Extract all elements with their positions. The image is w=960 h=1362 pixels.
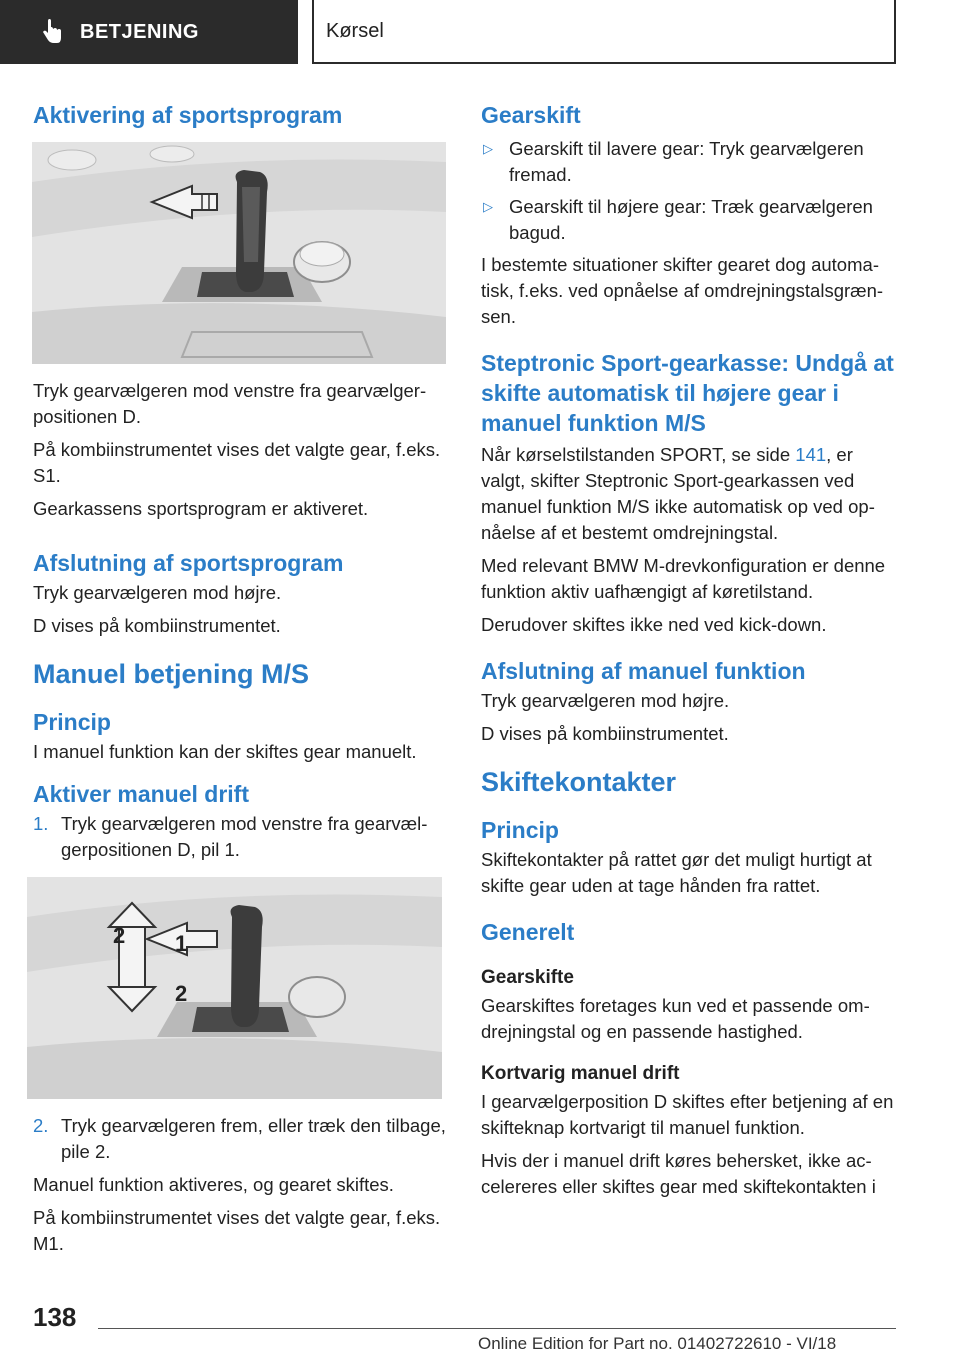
heading-shift-paddles: Skiftekontakter [481, 767, 677, 797]
paragraph: I gearvælgerposition D skiftes efter betjening af en skifteknap kortvarigt til manuel funktion. [481, 1091, 894, 1138]
gear-selector-illustration [32, 142, 446, 364]
left-column [33, 100, 453, 1264]
heading-general: Generelt [481, 919, 575, 945]
paragraph: Hvis der i manuel drift køres behersket, ikke accelereres eller skiftes gear med skiftekontakten i [481, 1150, 876, 1197]
section-tab [0, 0, 298, 64]
step-number: 2. [33, 1115, 49, 1136]
list-item [481, 136, 901, 188]
paragraph: Skiftekontakter på rattet gør det muligt hurtigt at skifte gear uden at tage hånden fra rattet. [481, 849, 872, 896]
heading-end-sport: Afslutning af sportsprogram [33, 550, 344, 576]
triangle-bullet-icon: ▷ [483, 141, 493, 156]
paragraph: Tryk gearvælgeren mod højre. [33, 582, 282, 603]
list-item [33, 811, 453, 863]
arrow-label-2: 2 [113, 923, 126, 948]
heading-end-manual: Afslutning af manuel funktion [481, 658, 806, 684]
paragraph: På kombiinstrumentet vises det valgte gear, f.eks. M1. [33, 1207, 441, 1254]
heading-principle: Princip [33, 709, 111, 735]
heading-activate-manual: Aktiver manuel drift [33, 781, 249, 807]
paragraph: Med relevant BMW M-drevkonfiguration er denne funktion aktiv uafhængigt af køretilstand. [481, 555, 886, 602]
heading-gearshift: Gearskift [481, 102, 581, 128]
section-title: BETJENING [80, 20, 199, 43]
right-column [481, 100, 901, 1207]
heading-principle: Princip [481, 817, 559, 843]
gear-selector-figure-2 [27, 877, 442, 1099]
paragraph: Manuel funktion aktiveres, og gearet skiftes. [33, 1174, 394, 1195]
paragraph [481, 442, 901, 546]
paragraph: Gearskiftes foretages kun ved et passende omdrejningstal og en passende hastighed. [481, 995, 870, 1042]
heading-manual-operation: Manuel betjening M/S [33, 659, 310, 689]
chapter-title: Kørsel [326, 19, 384, 42]
paragraph: Gearkassens sportsprogram er aktiveret. [33, 498, 369, 519]
footer-divider [98, 1328, 896, 1329]
triangle-bullet-icon: ▷ [483, 199, 493, 214]
paragraph-text: , er valgt, skifter Steptronic Sport-gearkassen ved manuel funktion M/S ikke automatisk op ved opnåelse af et bestemt omdrejningstal. [481, 444, 875, 543]
chapter-header [312, 0, 896, 64]
heading-sport-activation: Aktivering af sportsprogram [33, 102, 343, 128]
hand-pointer-icon [40, 19, 64, 45]
step-number: 1. [33, 813, 49, 834]
edition-info: Online Edition for Part no. 01402722610 - VI/18 [478, 1334, 837, 1353]
bullet-text: Gearskift til højere gear: Træk gearvælgeren bagud. [509, 196, 873, 243]
arrow-label-2: 2 [175, 981, 188, 1006]
paragraph: Tryk gearvælgeren mod højre. [481, 690, 730, 711]
page-reference-link[interactable]: 141 [795, 444, 827, 465]
paragraph: I bestemte situationer skifter gearet dog automatisk, f.eks. ved opnåelse af omdrejningstalsgrænsen. [481, 254, 884, 327]
list-item [481, 194, 901, 246]
page-number: 138 [33, 1302, 77, 1332]
paragraph: I manuel funktion kan der skiftes gear manuelt. [33, 741, 417, 762]
gear-selector-arrows-illustration [27, 877, 442, 1099]
gear-selector-figure-1 [32, 142, 446, 364]
paragraph: D vises på kombiinstrumentet. [33, 615, 281, 636]
subheading-gearshifts: Gearskifte [481, 967, 574, 988]
paragraph-text: Når kørselstilstanden SPORT, se side [481, 444, 796, 465]
paragraph: På kombiinstrumentet vises det valgte gear, f.eks. S1. [33, 439, 441, 486]
heading-steptronic: Steptronic Sport-gearkasse: Undgå at skifte automatisk til højere gear i manuel funktion M/S [481, 350, 894, 436]
bullet-text: Gearskift til lavere gear: Tryk gearvælgeren fremad. [509, 138, 864, 185]
paragraph: Tryk gearvælgeren mod venstre fra gearvælgerpositionen D. [33, 380, 427, 427]
step-text: Tryk gearvælgeren mod venstre fra gearvælgerpositionen D, pil 1. [61, 813, 428, 860]
paragraph: D vises på kombiinstrumentet. [481, 723, 729, 744]
paragraph: Derudover skiftes ikke ned ved kick-down. [481, 614, 827, 635]
step-text: Tryk gearvælgeren frem, eller træk den tilbage, pile 2. [61, 1115, 446, 1162]
arrow-label-1: 1 [175, 931, 188, 956]
list-item [33, 1113, 453, 1165]
subheading-short-manual: Kortvarig manuel drift [481, 1063, 680, 1084]
